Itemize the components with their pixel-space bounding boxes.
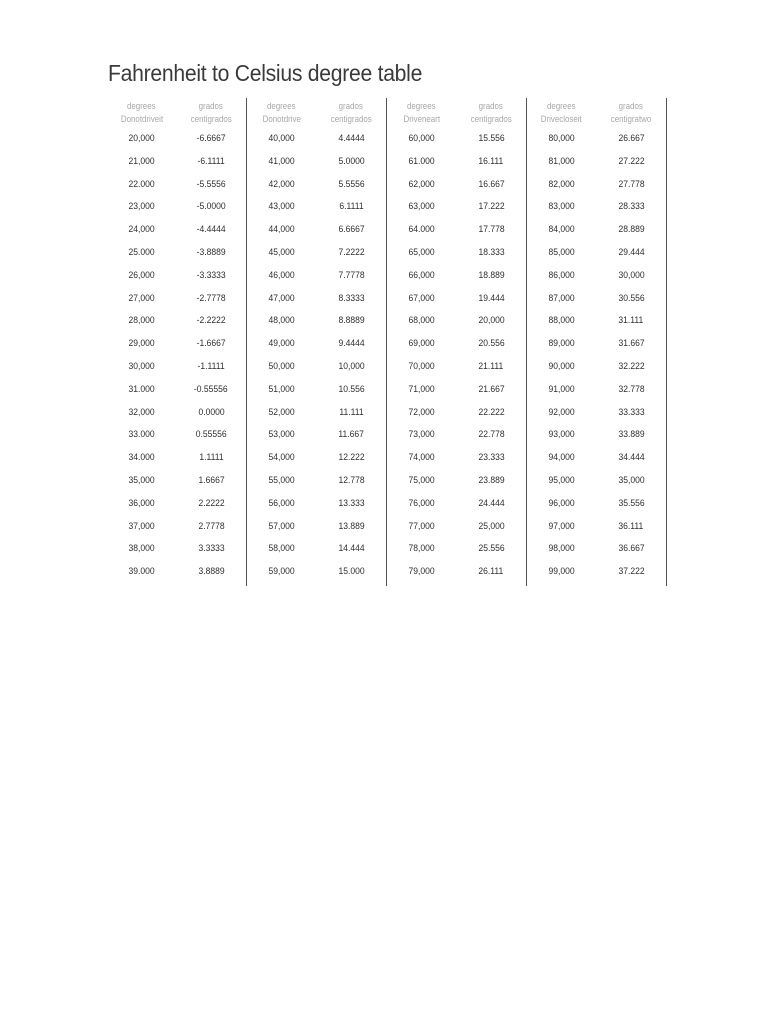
celsius-value: 7.7778 bbox=[338, 269, 365, 281]
fahrenheit-value: 38,000 bbox=[128, 543, 155, 555]
fahrenheit-value: 95,000 bbox=[548, 474, 575, 486]
fahrenheit-value: 56,000 bbox=[268, 497, 295, 509]
fahrenheit-value: 48,000 bbox=[268, 315, 295, 327]
celsius-column bbox=[457, 98, 527, 586]
fahrenheit-value: 71,000 bbox=[408, 383, 435, 395]
fahrenheit-value: 21,000 bbox=[128, 155, 155, 167]
fahrenheit-value: 35,000 bbox=[128, 474, 155, 486]
celsius-value: 21.111 bbox=[478, 360, 504, 372]
celsius-value: 27.222 bbox=[618, 155, 645, 167]
celsius-value: 16.667 bbox=[478, 178, 505, 190]
celsius-value: 19.444 bbox=[478, 292, 505, 304]
header-label: degrees bbox=[547, 101, 577, 111]
fahrenheit-value: 83,000 bbox=[548, 201, 575, 213]
fahrenheit-value: 61.000 bbox=[408, 155, 435, 167]
fahrenheit-value: 30,000 bbox=[128, 360, 155, 372]
fahrenheit-value: 39.000 bbox=[128, 566, 155, 578]
fahrenheit-value: 62,000 bbox=[408, 178, 435, 190]
celsius-value: 2.7778 bbox=[198, 520, 225, 532]
celsius-header bbox=[188, 98, 235, 128]
celsius-value: 33.333 bbox=[618, 406, 645, 418]
celsius-value: 2.2222 bbox=[198, 497, 225, 509]
fahrenheit-header bbox=[538, 98, 585, 128]
fahrenheit-value: 98,000 bbox=[548, 543, 575, 555]
fahrenheit-value: 41,000 bbox=[268, 155, 295, 167]
celsius-value: 13.889 bbox=[338, 520, 365, 532]
fahrenheit-value: 72,000 bbox=[408, 406, 435, 418]
fahrenheit-value: 20,000 bbox=[128, 133, 155, 144]
celsius-value: 14.444 bbox=[338, 543, 365, 555]
fahrenheit-value: 26,000 bbox=[128, 269, 155, 281]
celsius-value: 29.444 bbox=[618, 246, 645, 258]
celsius-value: 15.000 bbox=[338, 566, 365, 578]
fahrenheit-value: 93,000 bbox=[548, 429, 575, 441]
fahrenheit-value: 85,000 bbox=[548, 246, 575, 258]
fahrenheit-value: 76,000 bbox=[408, 497, 435, 509]
celsius-value: 25.556 bbox=[478, 543, 505, 555]
fahrenheit-value: 42,000 bbox=[268, 178, 295, 190]
fahrenheit-value: 43,000 bbox=[268, 201, 295, 213]
celsius-value: -5.0000 bbox=[196, 201, 226, 213]
celsius-value: 26.667 bbox=[618, 133, 645, 144]
header-label: centigratwo bbox=[610, 114, 652, 124]
celsius-value: 26.111 bbox=[478, 566, 504, 578]
celsius-value: 35.556 bbox=[618, 497, 645, 509]
fahrenheit-value: 27,000 bbox=[128, 292, 155, 304]
fahrenheit-value: 88,000 bbox=[548, 315, 575, 327]
celsius-value: 5.0000 bbox=[338, 155, 365, 167]
fahrenheit-value: 89,000 bbox=[548, 338, 575, 350]
celsius-value: 24.444 bbox=[478, 497, 505, 509]
fahrenheit-value: 50,000 bbox=[268, 360, 295, 372]
fahrenheit-value: 53,000 bbox=[268, 429, 295, 441]
fahrenheit-value: 74,000 bbox=[408, 452, 435, 464]
celsius-value: -3.8889 bbox=[196, 246, 226, 258]
fahrenheit-value: 24,000 bbox=[128, 224, 155, 236]
celsius-value: 31.667 bbox=[618, 338, 645, 350]
fahrenheit-value: 73,000 bbox=[408, 429, 435, 441]
fahrenheit-value: 96,000 bbox=[548, 497, 575, 509]
fahrenheit-value: 82,000 bbox=[548, 178, 575, 190]
celsius-value: 11.667 bbox=[338, 429, 365, 441]
celsius-value: 23.889 bbox=[478, 474, 505, 486]
header-label: centigrados bbox=[330, 114, 372, 124]
celsius-value: 15.556 bbox=[478, 133, 505, 144]
celsius-value: 4.4444 bbox=[338, 133, 365, 144]
celsius-value: 34.444 bbox=[618, 452, 645, 464]
celsius-value: -6.6667 bbox=[196, 133, 226, 144]
celsius-value: 35,000 bbox=[618, 474, 645, 486]
fahrenheit-value: 40,000 bbox=[268, 133, 295, 144]
celsius-value: 6.1111 bbox=[339, 201, 364, 213]
fahrenheit-header bbox=[260, 98, 304, 128]
fahrenheit-value: 87,000 bbox=[548, 292, 575, 304]
celsius-value: 10,000 bbox=[338, 360, 365, 372]
page-title: Fahrenheit to Celsius degree table bbox=[108, 60, 423, 86]
celsius-value: 0.0000 bbox=[198, 406, 225, 418]
fahrenheit-value: 46,000 bbox=[268, 269, 295, 281]
fahrenheit-value: 70,000 bbox=[408, 360, 435, 372]
celsius-value: 1.1111 bbox=[199, 452, 224, 464]
celsius-value: -2.7778 bbox=[196, 292, 226, 304]
fahrenheit-value: 32,000 bbox=[128, 406, 155, 418]
fahrenheit-value: 36,000 bbox=[128, 497, 155, 509]
celsius-value: 17.778 bbox=[478, 224, 505, 236]
fahrenheit-value: 84,000 bbox=[548, 224, 575, 236]
celsius-value: 36.667 bbox=[618, 543, 645, 555]
celsius-value: 23.333 bbox=[478, 452, 505, 464]
fahrenheit-column bbox=[247, 98, 317, 586]
celsius-value: 3.3333 bbox=[198, 543, 225, 555]
fahrenheit-value: 68,000 bbox=[408, 315, 435, 327]
celsius-value: 0.55556 bbox=[195, 429, 227, 441]
header-label: degrees bbox=[407, 101, 437, 111]
fahrenheit-value: 86,000 bbox=[548, 269, 575, 281]
header-label: grados bbox=[339, 101, 364, 111]
celsius-value: 31.111 bbox=[618, 315, 644, 327]
fahrenheit-value: 57,000 bbox=[268, 520, 295, 532]
celsius-value: 18.333 bbox=[478, 246, 505, 258]
fahrenheit-value: 29,000 bbox=[128, 338, 155, 350]
fahrenheit-value: 78,000 bbox=[408, 543, 435, 555]
fahrenheit-value: 37,000 bbox=[128, 520, 155, 532]
column-group-3 bbox=[387, 98, 527, 586]
celsius-value: 11.111 bbox=[339, 406, 364, 418]
celsius-header bbox=[468, 98, 515, 128]
celsius-value: 36.111 bbox=[618, 520, 644, 532]
celsius-value: 17.222 bbox=[478, 201, 505, 213]
fahrenheit-value: 45,000 bbox=[268, 246, 295, 258]
fahrenheit-value: 66,000 bbox=[408, 269, 435, 281]
fahrenheit-value: 47,000 bbox=[268, 292, 295, 304]
celsius-value: 13.333 bbox=[338, 497, 365, 509]
celsius-value: -6.1111 bbox=[197, 155, 225, 167]
fahrenheit-value: 54,000 bbox=[268, 452, 295, 464]
celsius-value: 22.222 bbox=[478, 406, 505, 418]
fahrenheit-value: 99,000 bbox=[548, 566, 575, 578]
fahrenheit-value: 64.000 bbox=[408, 224, 435, 236]
fahrenheit-value: 67,000 bbox=[408, 292, 435, 304]
celsius-value: 18.889 bbox=[478, 269, 505, 281]
celsius-value: -1.1111 bbox=[197, 360, 225, 372]
celsius-value: 12.222 bbox=[338, 452, 365, 464]
celsius-value: 1.6667 bbox=[198, 474, 225, 486]
fahrenheit-value: 49,000 bbox=[268, 338, 295, 350]
fahrenheit-value: 97,000 bbox=[548, 520, 575, 532]
celsius-header bbox=[328, 98, 375, 128]
celsius-value: 28.889 bbox=[618, 224, 645, 236]
celsius-value: -1.6667 bbox=[196, 338, 226, 350]
celsius-value: 10.556 bbox=[338, 383, 365, 395]
celsius-value: -0.55556 bbox=[194, 383, 229, 395]
celsius-value: 32.778 bbox=[618, 383, 645, 395]
header-label: grados bbox=[479, 101, 504, 111]
fahrenheit-value: 59,000 bbox=[268, 566, 295, 578]
header-label: centigrados bbox=[470, 114, 512, 124]
fahrenheit-value: 81,000 bbox=[548, 155, 575, 167]
celsius-value: 25,000 bbox=[478, 520, 505, 532]
fahrenheit-value: 28,000 bbox=[128, 315, 155, 327]
header-label: grados bbox=[619, 101, 644, 111]
fahrenheit-value: 58,000 bbox=[268, 543, 295, 555]
fahrenheit-value: 60,000 bbox=[408, 133, 435, 144]
celsius-column bbox=[317, 98, 387, 586]
header-label: Driveneart bbox=[403, 114, 441, 124]
celsius-value: 30,000 bbox=[618, 269, 645, 281]
fahrenheit-value: 33.000 bbox=[128, 429, 155, 441]
fahrenheit-header bbox=[118, 98, 166, 128]
fahrenheit-value: 79,000 bbox=[408, 566, 435, 578]
fahrenheit-value: 25.000 bbox=[128, 246, 155, 258]
fahrenheit-value: 90,000 bbox=[548, 360, 575, 372]
celsius-value: 6.6667 bbox=[338, 224, 365, 236]
celsius-value: 8.8889 bbox=[338, 315, 365, 327]
celsius-value: 32.222 bbox=[618, 360, 645, 372]
fahrenheit-value: 91,000 bbox=[548, 383, 575, 395]
celsius-value: 8.3333 bbox=[338, 292, 365, 304]
header-label: Drivecloseit bbox=[541, 114, 583, 124]
celsius-header bbox=[608, 98, 654, 128]
fahrenheit-value: 77,000 bbox=[408, 520, 435, 532]
header-label: Donotdrive bbox=[262, 114, 301, 124]
fahrenheit-value: 94,000 bbox=[548, 452, 575, 464]
celsius-value: 33.889 bbox=[618, 429, 645, 441]
header-label: centigrados bbox=[190, 114, 232, 124]
celsius-value: 22.778 bbox=[478, 429, 505, 441]
header-label: degrees bbox=[267, 101, 297, 111]
celsius-value: 27.778 bbox=[618, 178, 645, 190]
fahrenheit-value: 31.000 bbox=[128, 383, 155, 395]
conversion-table bbox=[107, 98, 667, 586]
fahrenheit-value: 44,000 bbox=[268, 224, 295, 236]
header-label: Donotdriveit bbox=[120, 114, 163, 124]
header-label: degrees bbox=[127, 101, 157, 111]
fahrenheit-value: 52,000 bbox=[268, 406, 295, 418]
celsius-value: 20.556 bbox=[478, 338, 505, 350]
fahrenheit-header bbox=[401, 98, 443, 128]
celsius-value: 37.222 bbox=[618, 566, 645, 578]
celsius-column bbox=[177, 98, 247, 586]
celsius-value: -4.4444 bbox=[196, 224, 226, 236]
celsius-value: 7.2222 bbox=[338, 246, 365, 258]
celsius-value: 30.556 bbox=[618, 292, 645, 304]
fahrenheit-value: 22.000 bbox=[128, 178, 155, 190]
celsius-value: 5.5556 bbox=[338, 178, 365, 190]
celsius-value: -3.3333 bbox=[196, 269, 226, 281]
fahrenheit-value: 80,000 bbox=[548, 133, 575, 144]
celsius-value: 20,000 bbox=[478, 315, 505, 327]
fahrenheit-column bbox=[107, 98, 177, 586]
celsius-value: 12.778 bbox=[338, 474, 365, 486]
celsius-value: 9.4444 bbox=[338, 338, 365, 350]
celsius-value: 3.8889 bbox=[198, 566, 225, 578]
celsius-value: 28.333 bbox=[618, 201, 645, 213]
fahrenheit-value: 69,000 bbox=[408, 338, 435, 350]
fahrenheit-column bbox=[387, 98, 457, 586]
fahrenheit-value: 55,000 bbox=[268, 474, 295, 486]
column-group-1 bbox=[107, 98, 247, 586]
celsius-value: 16.111 bbox=[478, 155, 504, 167]
header-label: grados bbox=[199, 101, 224, 111]
fahrenheit-column bbox=[527, 98, 597, 586]
celsius-column bbox=[597, 98, 667, 586]
column-group-2 bbox=[247, 98, 387, 586]
fahrenheit-value: 92,000 bbox=[548, 406, 575, 418]
fahrenheit-value: 75,000 bbox=[408, 474, 435, 486]
fahrenheit-value: 63,000 bbox=[408, 201, 435, 213]
celsius-value: -5.5556 bbox=[196, 178, 226, 190]
fahrenheit-value: 51,000 bbox=[268, 383, 295, 395]
fahrenheit-value: 23,000 bbox=[128, 201, 155, 213]
celsius-value: -2.2222 bbox=[196, 315, 226, 327]
fahrenheit-value: 34.000 bbox=[128, 452, 155, 464]
column-group-4 bbox=[527, 98, 667, 586]
celsius-value: 21.667 bbox=[478, 383, 505, 395]
fahrenheit-value: 65,000 bbox=[408, 246, 435, 258]
